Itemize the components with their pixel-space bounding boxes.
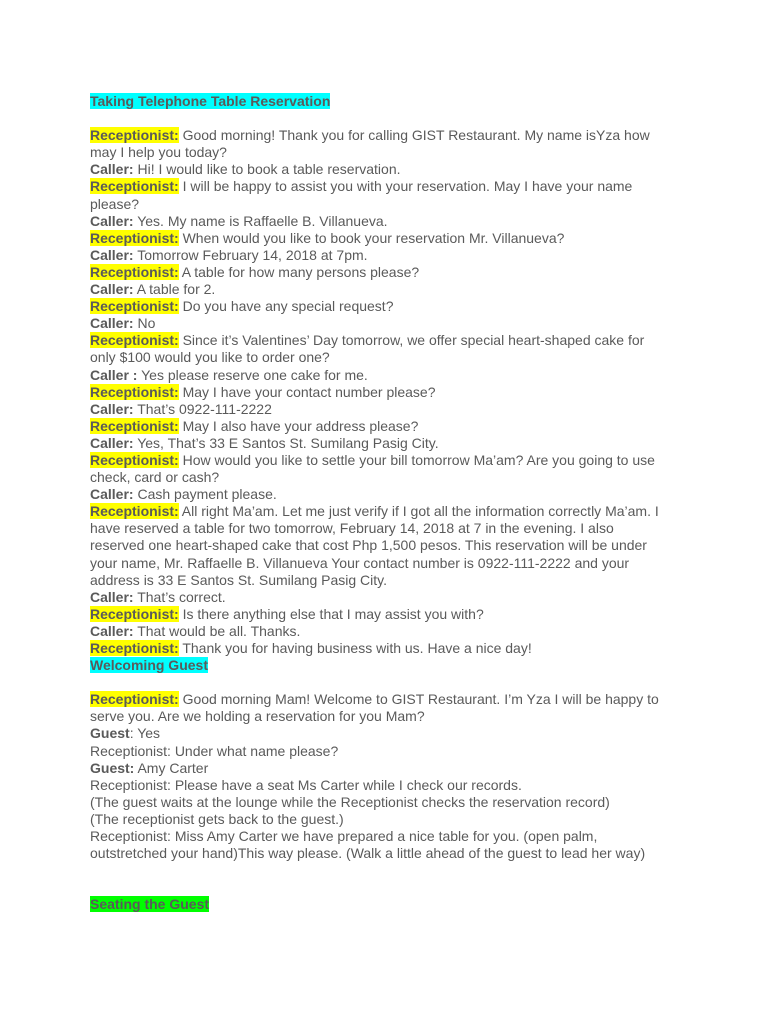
dialogue-line (90, 264, 690, 281)
speaker-label: Receptionist: (90, 383, 179, 400)
dialogue-line (90, 418, 690, 435)
speaker-label: Receptionist: (90, 178, 179, 195)
dialogue-text: Good morning Mam! Welcome to GIST Restaurant. I’m Yza I will be happy to (178, 691, 659, 708)
dialogue-text: That would be all. Thanks. (133, 622, 301, 639)
dialogue-line (90, 315, 690, 332)
dialogue-text: (The receptionist gets back to the guest.) (90, 810, 344, 827)
dialogue-line (90, 794, 690, 811)
dialogue-line (90, 127, 690, 144)
dialogue-line (90, 469, 690, 486)
dialogue-text: I will be happy to assist you with your reservation. May I have your name (178, 178, 633, 195)
section-heading-reservation (90, 93, 690, 110)
dialogue-text: reserved one heart-shaped cake that cost Php 1,500 pesos. This reservation will be under (90, 537, 647, 554)
dialogue-text: A table for how many persons please? (178, 263, 420, 280)
dialogue-line (90, 623, 690, 640)
speaker-label: Caller: (90, 212, 134, 229)
speaker-label: Caller: (90, 400, 134, 417)
speaker-label: Guest (90, 725, 130, 742)
dialogue-text: Good morning! Thank you for calling GIST Restaurant. My name isYza how (178, 127, 650, 144)
dialogue-line (90, 298, 690, 315)
speaker-label: Caller: (90, 315, 134, 332)
dialogue-line (90, 537, 690, 554)
dialogue-text: May I have your contact number please? (178, 383, 436, 400)
dialogue-text: No (133, 315, 156, 332)
dialogue-text: That’s 0922-111-2222 (133, 400, 272, 417)
dialogue-text: : Yes (129, 725, 161, 742)
dialogue-text: check, card or cash? (90, 469, 220, 486)
dialogue-line (90, 452, 690, 469)
speaker-label: Caller: (90, 161, 134, 178)
dialogue-text: May I also have your address please? (178, 417, 419, 434)
heading-text: Seating the Guest (90, 896, 210, 913)
dialogue-text: Amy Carter (134, 759, 209, 776)
speaker-label: Receptionist: (90, 640, 179, 656)
dialogue-text: All right Ma’am. Let me just verify if I got all the information correctly Ma’am. I (178, 503, 659, 520)
speaker-label: Receptionist: (90, 127, 179, 144)
dialogue-line (90, 213, 690, 230)
dialogue-text: How would you like to settle your bill tomorrow Ma’am? Are you going to use (178, 451, 655, 468)
dialogue-line (90, 760, 690, 777)
dialogue-line (90, 367, 690, 384)
dialogue-text: Yes please reserve one cake for me. (137, 366, 368, 383)
dialogue-line (90, 486, 690, 503)
dialogue-line (90, 845, 690, 862)
dialogue-text: serve you. Are we holding a reservation for you Mam? (90, 708, 425, 725)
dialogue-line (90, 281, 690, 298)
dialogue-line (90, 811, 690, 828)
dialogue-line (90, 828, 690, 845)
dialogue-line (90, 144, 690, 161)
dialogue-line (90, 777, 690, 794)
dialogue-text: A table for 2. (133, 281, 216, 298)
speaker-label: Caller : (90, 366, 138, 383)
dialogue-line (90, 503, 690, 520)
dialogue-line (90, 401, 690, 418)
dialogue-text: Thank you for having business with us. Have a nice day! (178, 640, 532, 656)
speaker-label: Receptionist: (90, 417, 179, 434)
speaker-label: Caller: (90, 281, 134, 298)
dialogue-line (90, 435, 690, 452)
speaker-label: Receptionist: (90, 451, 179, 468)
dialogue-text: Receptionist: Under what name please? (90, 742, 339, 759)
dialogue-line (90, 606, 690, 623)
dialogue-text: Receptionist: Please have a seat Ms Carter while I check our records. (90, 776, 522, 793)
dialogue-line (90, 332, 690, 349)
speaker-label: Receptionist: (90, 332, 179, 349)
dialogue-line (90, 640, 690, 657)
dialogue-text: That’s correct. (133, 588, 226, 605)
dialogue-text: Tomorrow February 14, 2018 at 7pm. (133, 246, 368, 263)
speaker-label: Caller: (90, 588, 134, 605)
heading-text: Welcoming Guest (90, 657, 208, 674)
document-body (90, 93, 690, 913)
dialogue-text: have reserved a table for two tomorrow, February 14, 2018 at 7 in the evening. I also (90, 520, 614, 537)
dialogue-text: address is 33 E Santos St. Sumilang Pasig City. (90, 571, 387, 588)
speaker-label: Caller: (90, 622, 134, 639)
speaker-label: Receptionist: (90, 605, 179, 622)
speaker-label: Receptionist: (90, 503, 179, 520)
dialogue-text: Yes. My name is Raffaelle B. Villanueva. (133, 212, 388, 229)
speaker-label: Guest: (90, 759, 135, 776)
dialogue-line (90, 572, 690, 589)
dialogue-line (90, 384, 690, 401)
dialogue-text: Receptionist: Miss Amy Carter we have prepared a nice table for you. (open palm, (90, 828, 598, 845)
dialogue-text: Since it’s Valentines’ Day tomorrow, we offer special heart-shaped cake for (178, 332, 645, 349)
dialogue-text: Hi! I would like to book a table reservation. (133, 161, 401, 178)
dialogue-line (90, 743, 690, 760)
speaker-label: Receptionist: (90, 691, 179, 708)
speaker-label: Caller: (90, 434, 134, 451)
dialogue-line (90, 691, 690, 708)
dialogue-text: may I help you today? (90, 144, 227, 161)
speaker-label: Caller: (90, 486, 134, 503)
section-heading-welcoming (90, 657, 690, 674)
dialogue-line (90, 196, 690, 213)
section-heading-seating (90, 896, 690, 913)
dialogue-line (90, 247, 690, 264)
dialogue-line (90, 178, 690, 195)
dialogue-line (90, 725, 690, 742)
dialogue-line (90, 589, 690, 606)
dialogue-line (90, 161, 690, 178)
dialogue-line (90, 555, 690, 572)
dialogue-text: (The guest waits at the lounge while the Receptionist checks the reservation record) (90, 793, 610, 810)
heading-text: Taking Telephone Table Reservation (90, 93, 331, 109)
dialogue-text: your name, Mr. Raffaelle B. Villanueva Your contact number is 0922-111-2222 and your (90, 554, 630, 571)
speaker-label: Receptionist: (90, 263, 179, 280)
speaker-label: Receptionist: (90, 298, 179, 315)
dialogue-text: Yes, That’s 33 E Santos St. Sumilang Pasig City. (133, 434, 439, 451)
dialogue-line (90, 349, 690, 366)
speaker-label: Receptionist: (90, 229, 179, 246)
dialogue-text: Cash payment please. (133, 486, 277, 503)
dialogue-text: outstretched your hand)This way please. (Walk a little ahead of the guest to lead her way) (90, 845, 646, 862)
dialogue-text: When would you like to book your reservation Mr. Villanueva? (178, 229, 565, 246)
dialogue-text: Is there anything else that I may assist you with? (178, 605, 484, 622)
dialogue-text: please? (90, 195, 140, 212)
dialogue-line (90, 230, 690, 247)
dialogue-line (90, 708, 690, 725)
dialogue-text: Do you have any special request? (178, 298, 394, 315)
speaker-label: Caller: (90, 246, 134, 263)
dialogue-line (90, 520, 690, 537)
dialogue-text: only $100 would you like to order one? (90, 349, 330, 366)
